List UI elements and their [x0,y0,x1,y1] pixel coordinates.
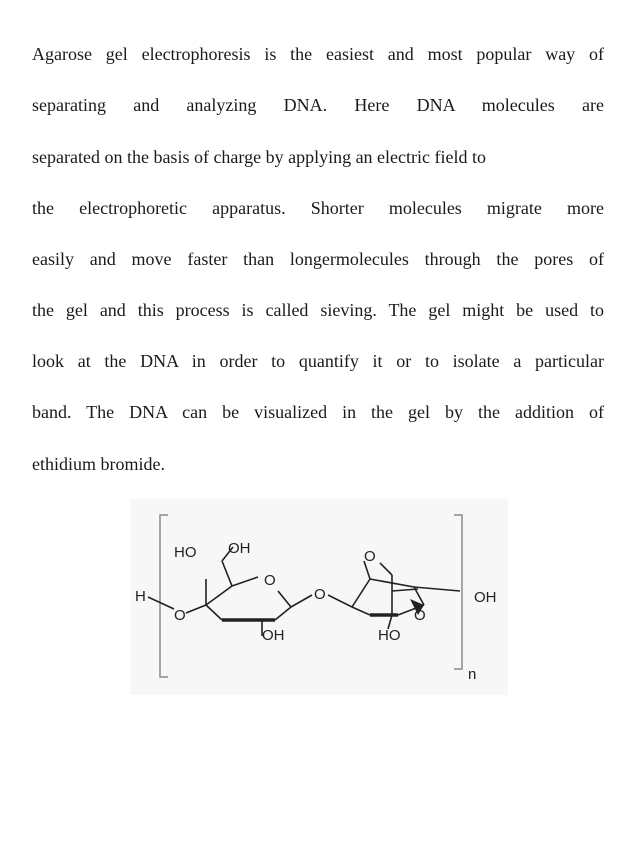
paragraph-line: separated on the basis of charge by applying an electric field to [32,147,486,167]
paragraph-line: easily and move faster than longermolecules through the pores of [32,249,604,269]
oxygen-label: O [174,607,186,624]
glycosidic-oxygen-label: O [314,586,326,603]
ring-oxygen-label: O [414,607,426,624]
hydrogen-label: H [135,588,146,605]
paragraph-line: Agarose gel electrophoresis is the easiest and most popular way of [32,44,604,64]
ring-oxygen-label: O [264,572,276,589]
agarose-structure-figure [130,499,508,695]
ho-label: HO [378,627,401,644]
paragraph-line: separating and analyzing DNA. Here DNA molecules are [32,95,604,115]
paragraph-line: look at the DNA in order to quantify it or to isolate a particular [32,351,604,371]
oh-label: OH [474,589,497,606]
paragraph-line: band. The DNA can be visualized in the gel by the addition of [32,402,604,422]
ho-label: HO [174,544,197,561]
right-bracket [454,515,462,669]
paragraph-line: the electrophoretic apparatus. Shorter molecules migrate more [32,198,604,218]
paragraph-line: ethidium bromide. [32,454,165,474]
oh-label: OH [228,540,251,557]
paragraph-line: the gel and this process is called sieving. The gel might be used to [32,300,604,320]
agarose-structure-diagram [130,499,508,695]
bridge-oxygen-label: O [364,548,376,565]
left-bracket [160,515,168,677]
repeat-subscript-label: n [468,666,477,683]
oh-label: OH [262,627,285,644]
